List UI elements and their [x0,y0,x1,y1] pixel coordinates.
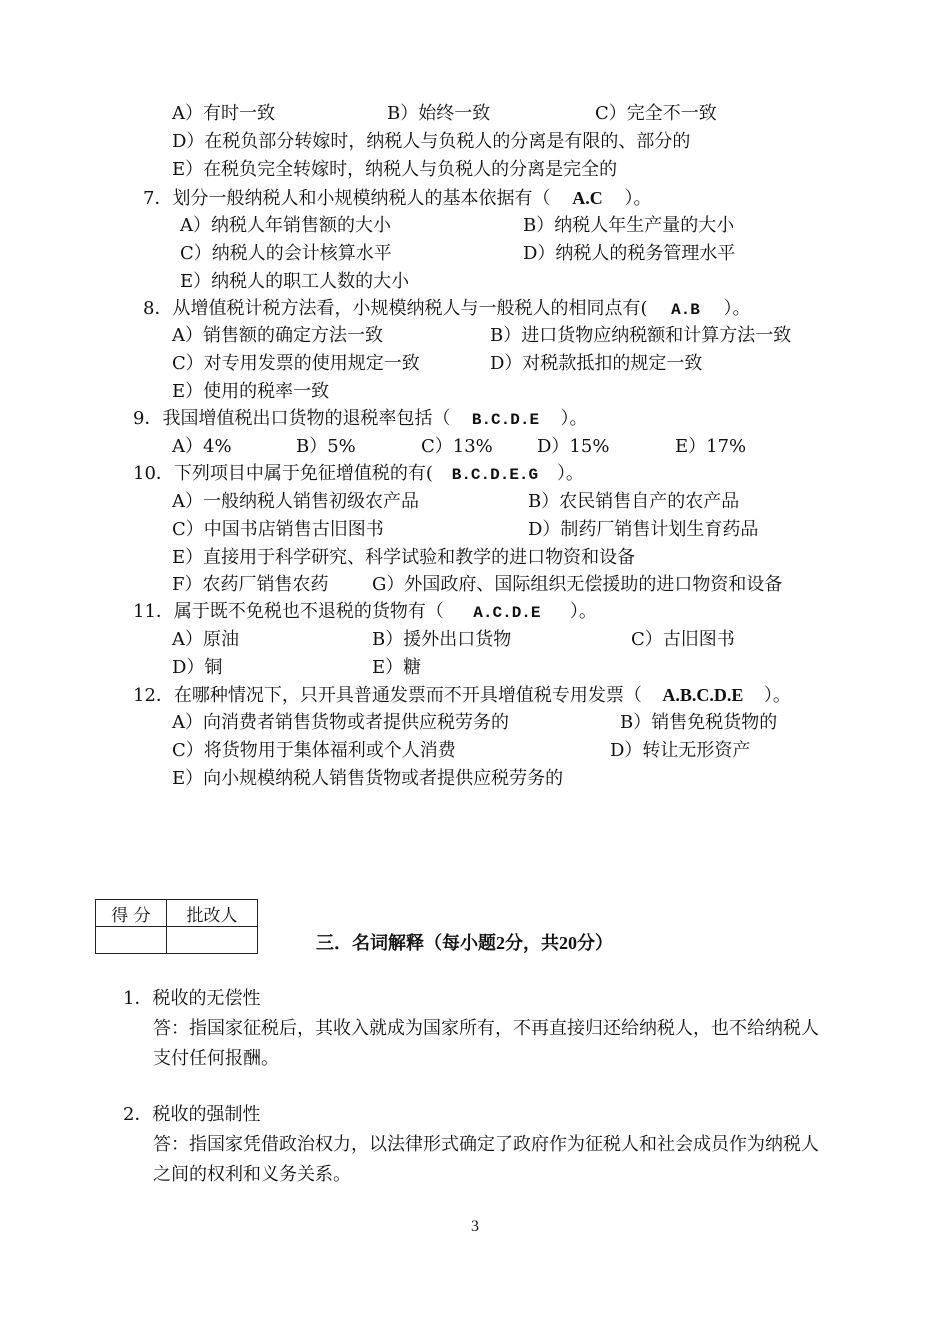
q9-stem-end: ）。 [560,408,588,429]
q10-stem-end: ）。 [556,463,584,484]
section-title-pre: 三．名词解释（每小题 [316,933,496,954]
q12-option-b: B）销售免税货物的 [620,712,778,733]
q12-option-d: D）转让无形资产 [610,740,751,761]
section-title [316,931,613,956]
q7-option-e: E）纳税人的职工人数的大小 [180,271,410,292]
q9-option-b: B）5% [296,436,356,457]
q7-option-c: C）纳税人的会计核算水平 [180,243,392,264]
q8-option-c: C）对专用发票的使用规定一致 [172,353,420,374]
grader-cell[interactable] [167,927,258,954]
section-points: 2 [496,933,505,953]
q11-option-a: A）原油 [172,629,239,650]
q8-stem [143,297,750,322]
q7-stem-end: ）。 [624,188,652,209]
q12-stem-end: ）。 [763,685,791,706]
section-title-post: 分） [577,933,613,954]
q8-option-b: B）进口货物应纳税额和计算方法一致 [490,325,792,346]
q12-stem-text: 12．在哪种情况下，只开具普通发票而不开具增值税专用发票（ [133,685,642,706]
q7-stem [143,186,651,211]
q10-option-c: C）中国书店销售古旧图书 [172,519,384,540]
q8-answer: A.B [671,301,700,319]
q12-option-e: E）向小规模纳税人销售货物或者提供应税劳务的 [172,768,564,789]
q7-option-a: A）纳税人年销售额的大小 [180,215,391,236]
q11-stem [133,600,597,625]
term2-answer-line2: 之间的权利和义务关系。 [153,1164,351,1185]
term1-answer-line2: 支付任何报酬。 [153,1048,279,1069]
q7-option-d: D）纳税人的税务管理水平 [523,243,736,264]
q7-answer: A.C [572,188,603,208]
q10-answer: B.C.D.E.G [451,466,539,484]
q11-option-e: E）糖 [372,657,422,678]
q9-stem-text: 9．我国增值税出口货物的退税率包括（ [133,408,451,429]
page-number: 3 [471,1218,479,1235]
q11-stem-end: ）。 [569,601,597,622]
q12-answer: A.B.C.D.E [662,685,744,705]
q10-stem [133,462,584,487]
score-table [95,899,258,954]
q8-option-a: A）销售额的确定方法一致 [172,325,383,346]
q9-option-a: A）4% [172,436,232,457]
q12-stem [133,683,791,708]
q6-option-a: A）有时一致 [172,103,275,124]
term2-answer-line1: 答：指国家凭借政治权力，以法律形式确定了政府作为征税人和社会成员作为纳税人 [153,1134,819,1155]
q8-stem-end: ）。 [723,298,751,319]
q8-option-d: D）对税款抵扣的规定一致 [490,353,703,374]
term1-answer-line1: 答：指国家征税后，其收入就成为国家所有，不再直接归还给纳税人，也不给纳税人 [153,1018,819,1039]
term1-title: 1．税收的无偿性 [123,988,261,1009]
q9-option-e: E）17% [675,436,747,457]
q6-option-b: B）始终一致 [387,103,491,124]
q10-option-g: G）外国政府、国际组织无偿援助的进口物资和设备 [372,574,783,595]
q9-option-c: C）13% [421,436,493,457]
q7-option-b: B）纳税人年生产量的大小 [523,215,735,236]
q11-stem-text: 11．属于既不免税也不退税的货物有（ [133,601,444,622]
q8-option-e: E）使用的税率一致 [172,381,330,402]
q10-stem-text: 10．下列项目中属于免征增值税的有( [133,463,433,484]
q11-option-c: C）古旧图书 [631,629,735,650]
q7-stem-text: 7．划分一般纳税人和小规模纳税人的基本依据有（ [143,188,551,209]
q9-option-d: D）15% [537,436,610,457]
section-total: 20 [559,933,577,953]
q10-option-a: A）一般纳税人销售初级农产品 [172,491,419,512]
q12-option-c: C）将货物用于集体福利或个人消费 [172,740,456,761]
q9-answer: B.C.D.E [471,411,540,429]
q10-option-e: E）直接用于科学研究、科学试验和教学的进口物资和设备 [172,547,636,568]
q11-option-b: B）援外出口货物 [372,629,512,650]
q6-option-c: C）完全不一致 [595,103,717,124]
q6-option-d: D）在税负部分转嫁时，纳税人与负税人的分离是有限的、部分的 [172,131,691,152]
q10-option-b: B）农民销售自产的农产品 [528,491,740,512]
q10-option-f: F）农药厂销售农药 [172,574,329,595]
section-title-mid: 分，共 [505,933,559,954]
q11-option-d: D）铜 [172,657,223,678]
q12-option-a: A）向消费者销售货物或者提供应税劳务的 [172,712,509,733]
term2-title: 2．税收的强制性 [123,1104,261,1125]
score-label: 得 分 [96,900,167,927]
grader-label: 批改人 [167,900,258,927]
q9-stem [133,407,587,432]
score-cell[interactable] [96,927,167,954]
q8-stem-text: 8．从增值税计税方法看，小规模纳税人与一般税人的相同点有( [143,298,648,319]
q11-answer: A.C.D.E [473,604,541,622]
q10-option-d: D）制药厂销售计划生育药品 [528,519,759,540]
q6-option-e: E）在税负完全转嫁时，纳税人与负税人的分离是完全的 [172,159,618,180]
